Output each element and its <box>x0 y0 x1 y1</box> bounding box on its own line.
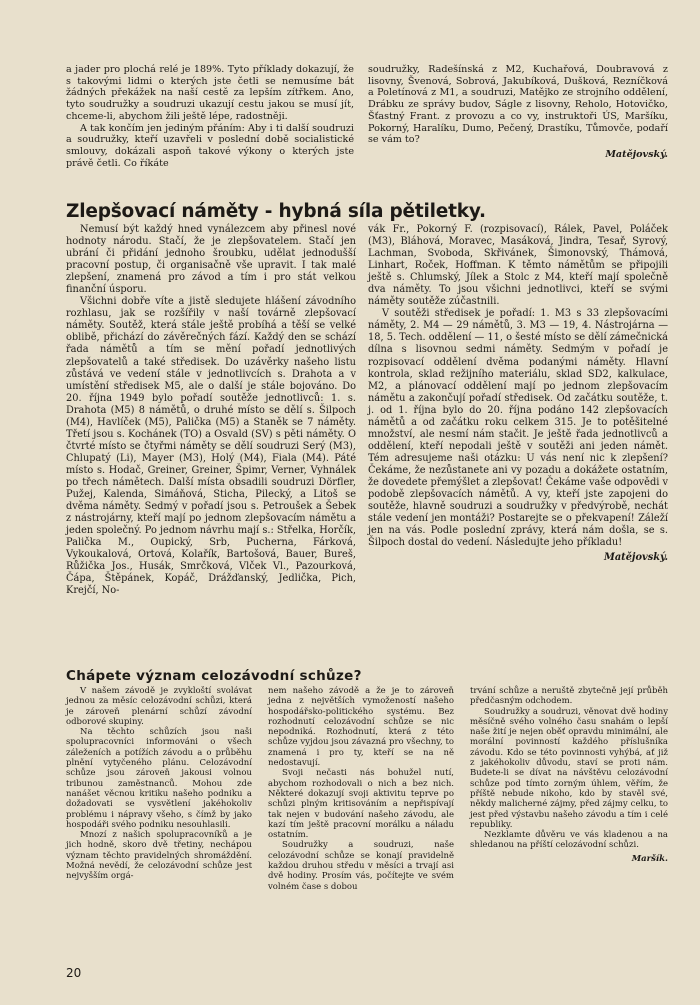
article1-left-column <box>66 224 356 597</box>
top-right-column <box>368 64 668 161</box>
paragraph: Soudružky a soudruzi, naše celozávodní schůze se konají pravidelně každou druhou středu v měsíci a trvají asi dvě hodiny. Prosím vás, počítejte ve svém volném čase s dobou <box>268 840 454 892</box>
paragraph: Nezklamte důvěru ve vás kladenou a na shledanou na příští celozávodní schůzi. <box>470 830 668 851</box>
paragraph: Na těchto schůzích jsou naši spolupracovníci informováni o všech záleženích a potížích závodu a o průběhu plnění vytyčeného plánu. Celozávodní schůze jsou zároveň jakousi volnou tribunou zaměstnanců. Mohou zde nanášet věcnou kritiku našeho podniku a dožadovati se vysvětlení jakéhokoliv problému i nápravy všeho, s čímž by jako hospodáři svého podniku nesouhlasili. <box>66 727 252 830</box>
paragraph: Mnozí z našich spolupracovníků a je jich hodně, skoro dvě třetiny, nechápou význam těchto pravidelných shromáždění. Možná nevědí, že celozávodní schůze jest nejvyšším orgá- <box>66 830 252 882</box>
article1-right-column <box>368 224 668 564</box>
page-number: 20 <box>66 966 82 980</box>
signature: Matějovský. <box>603 552 668 564</box>
paragraph: Všichni dobře víte a jistě sledujete hlášení závodního rozhlasu, jak se rozšířily v naší továrně zlepšovací náměty. Soutěž, která stále ještě probíhá a těší se velké oblibě, přichází do závěrečných fází. Každý den se schází řada námětů a tím se mění pořadí jednotlivých zlepšovatelů a také středisek. Do uzávěrky našeho listu zůstává ve vedení stále v jednotlivcích s. Drahota a v umístění středisek M5, ale o další je stále bojováno. Do 20. října 1949 bylo pořadí soutěže jednotlivců: 1. s. Drahota (M5) 8 námětů, o druhé místo se dělí s. Šilpoch (M4), Havlíček (M5), Palička (M5) a Staněk se 7 náměty. Třetí jsou s. Kochánek (TO) a Osvald (SV) s pěti náměty. O čtvrté místo se čtyřmi náměty se dělí soudruzi Serý (M3), Chlupatý (Li), Mayer (M3), Holý (M4), Fiala (M4). Páté místo s. Hodač, Greiner, Greiner, Špimr, Verner, Vyhnálek po třech námětech. Další místa obsadili soudruzi Dörfler, Pužej, Kalenda, Simáňová, Sticha, Pilecký, a Litoš se dvěma náměty. Sedmý v pořadí jsou s. Petroušek a Šebek z nástrojárny, kteří mají po jednom zlepšovacím námětu a jeden společný. Po jednom návrhu mají s.: Střelka, Horčík, Palička M., Oupický, Srb, Pucherna, Fárková, Vykoukalová, Ortová, Kolařík, Bartošová, Bauer, Bureš, Růžička Jos., Husák, Smrčková, Vlček Vl., Pazourková, Čápa, Štěpánek, Kopáč, Drážďanský, Jedlička, Pich, Krejčí, No- <box>66 296 356 597</box>
article2-column-3 <box>470 686 668 864</box>
paragraph: V našem závodě je zvykloští svolávat jednou za měsíc celozávodní schůzi, která je zároveň plenární schůzí závodní odborové skupiny. <box>66 686 252 727</box>
paragraph: a jader pro plochá relé je 189%. Tyto příklady dokazují, že s takovými lidmi o kterých jste četli se nemusíme bát žádných překážek na naší cestě za lepším zítřkem. Ano, tyto soudružky a soudruzi ukazují cestu jakou se musí jít, chceme-li, abychom žili ještě lépe, radostněji. <box>66 64 354 122</box>
paragraph: Nemusí být každý hned vynálezcem aby přinesl nové hodnoty národu. Stačí, že je zlepšovatelem. Stačí jen ubrání či přidání jednoho šroubku, udělat jednodušší pracovní postup, či organisačně vše upravit. I tak malé zlepšení, znamená pro závod a tím i pro stát velkou finanční úsporu. <box>66 224 356 296</box>
paragraph: Svoji nečasti nás bohužel nutí, abychom rozhodovali o nich a bez nich. Některé dokazují svoji aktivitu teprve po schůzi plným kritisováním a nepřispívají tak nejen v budování našeho závodu, ale kazí tím ještě pracovní morálku a náladu ostatním. <box>268 768 454 841</box>
paragraph: V soutěži středisek je pořadí: 1. M3 s 33 zlepšovacími náměty, 2. M4 — 29 námětů, 3. M3 — 19, 4. Nástrojárna — 18, 5. Tech. oddělení — 11, o šesté místo se dělí zámečnická dílna s lisovnou sedmi náměty. Sedmým v pořadí je rozpisovací oddělení dvěma podanými náměty. Hlavní kontrola, sklad režijního materiálu, sklad SD2, kalkulace, M2, a plánovací oddělení mají po jednom zlepšovacím námětu a zakončují pořadí středisek. Od začátku soutěže, t. j. od 1. října bylo do 20. října podáno 142 zlepšovacích námětů a od začátku roku celkem 315. Je to potěšitelné množství, ale nesmí nám stačit. Je ještě řada jednotlivců a oddělení, kteří nepodali ještě v soutěži ani jeden námět. Tém adresujeme naši otázku: U vás není nic k zlepšení? Čekáme, že nezůstanete ani vy pozadu a dokážete ostatním, že dovedete přemýšlet a zlepšovat! Čekáme vaše odpovědi v podobě zlepšovacích námětů. A vy, kteří jste zapojeni do soutěže, hlavně soudruzi a soudružky v předvýrobě, nechát stále vedení jen montáži? Postarejte se o překvapení! Záleží jen na vás. Podle poslední zprávy, která nám došla, se s. Šilpoch dostal do vedení. Následujte jeho příkladu! <box>368 308 669 549</box>
article2-column-1 <box>66 686 252 882</box>
paragraph: trvání schůze a neruště zbytečně její průběh předčasným odchodem. <box>470 686 668 707</box>
paragraph: vák Fr., Pokorný F. (rozpisovací), Rálek, Pavel, Poláček (M3), Bláhová, Moravec, Masáková, Jindra, Tesař, Syrový, Lachman, Svoboda, Skřivánek, Šimonovský, Thámová, Linhart, Roček, Hoffman. K těmto námětům se připojili ještě s. Chlumský, Jílek a Stolc z M4, kteří mají společně dva náměty. To jsou všichni jednotlivci, kteří se svými náměty soutěže zúčastnili. <box>368 224 668 308</box>
top-left-column <box>66 64 354 169</box>
paragraph: soudružky, Radešínská z M2, Kuchařová, Doubravová z lisovny, Švenová, Sobrová, Jakubíková, Dušková, Rezníčková a Poletínová z M1, a soudruzi, Matějko ze strojního oddělení, Drábku ze správy budov, Ságle z lisovny, Reholo, Hotovičko, Šťastný Frant. z provozu a co vy, instruktoři ÚS, Maršíku, Pokorný, Haralíku, Dumo, Pečený, Drastíku, Tůmovče, podaří se vám to? <box>368 64 668 146</box>
paragraph: Soudružky a soudruzi, věnovat dvě hodiny měsíčně svého volného času snahám o lepší naše žití je nejen oběť opravdu minimální, ale morální povinností každého příslušníka závodu. Kdo se této povinnosti vyhýbá, ať již z jakéhokoliv důvodu, staví se proti nám. Budete-li se dívat na návštěvu celozávodní schůze pod tímto zorným úhlem, věřím, že příště nebude nikoho, kdo by stavěl své, někdy malicherné zájmy, před zájmy celku, to jest před výstavbu našeho závodu a tím i celé republiky. <box>470 706 668 830</box>
paragraph: A tak končím jen jediným přáním: Aby i ti další soudruzi a soudružky, kteří uzavřeli v poslední době socialistické smlouvy, dokázali aspoň takové výkony o kterých jste právě četli. Co říkáte <box>66 122 354 169</box>
article2-column-2 <box>268 686 454 892</box>
paragraph: nem našeho závodě a že je to zároveň jedna z největších vymožeností našeho hospodářsko-politického systému. Bez rozhodnutí celozávodní schůze se nic nepodniká. Rozhodnutí, která z této schůze vyjdou jsou závazná pro všechny, to znamená i pro ty, kteří se na ně nedostavují. <box>268 686 454 769</box>
signature: Maršík. <box>631 853 668 864</box>
article-title: Zlepšovací náměty - hybná síla pětiletky. <box>66 201 486 222</box>
signature: Matějovský. <box>605 148 668 160</box>
article-title: Chápete význam celozávodní schůze? <box>66 668 362 684</box>
